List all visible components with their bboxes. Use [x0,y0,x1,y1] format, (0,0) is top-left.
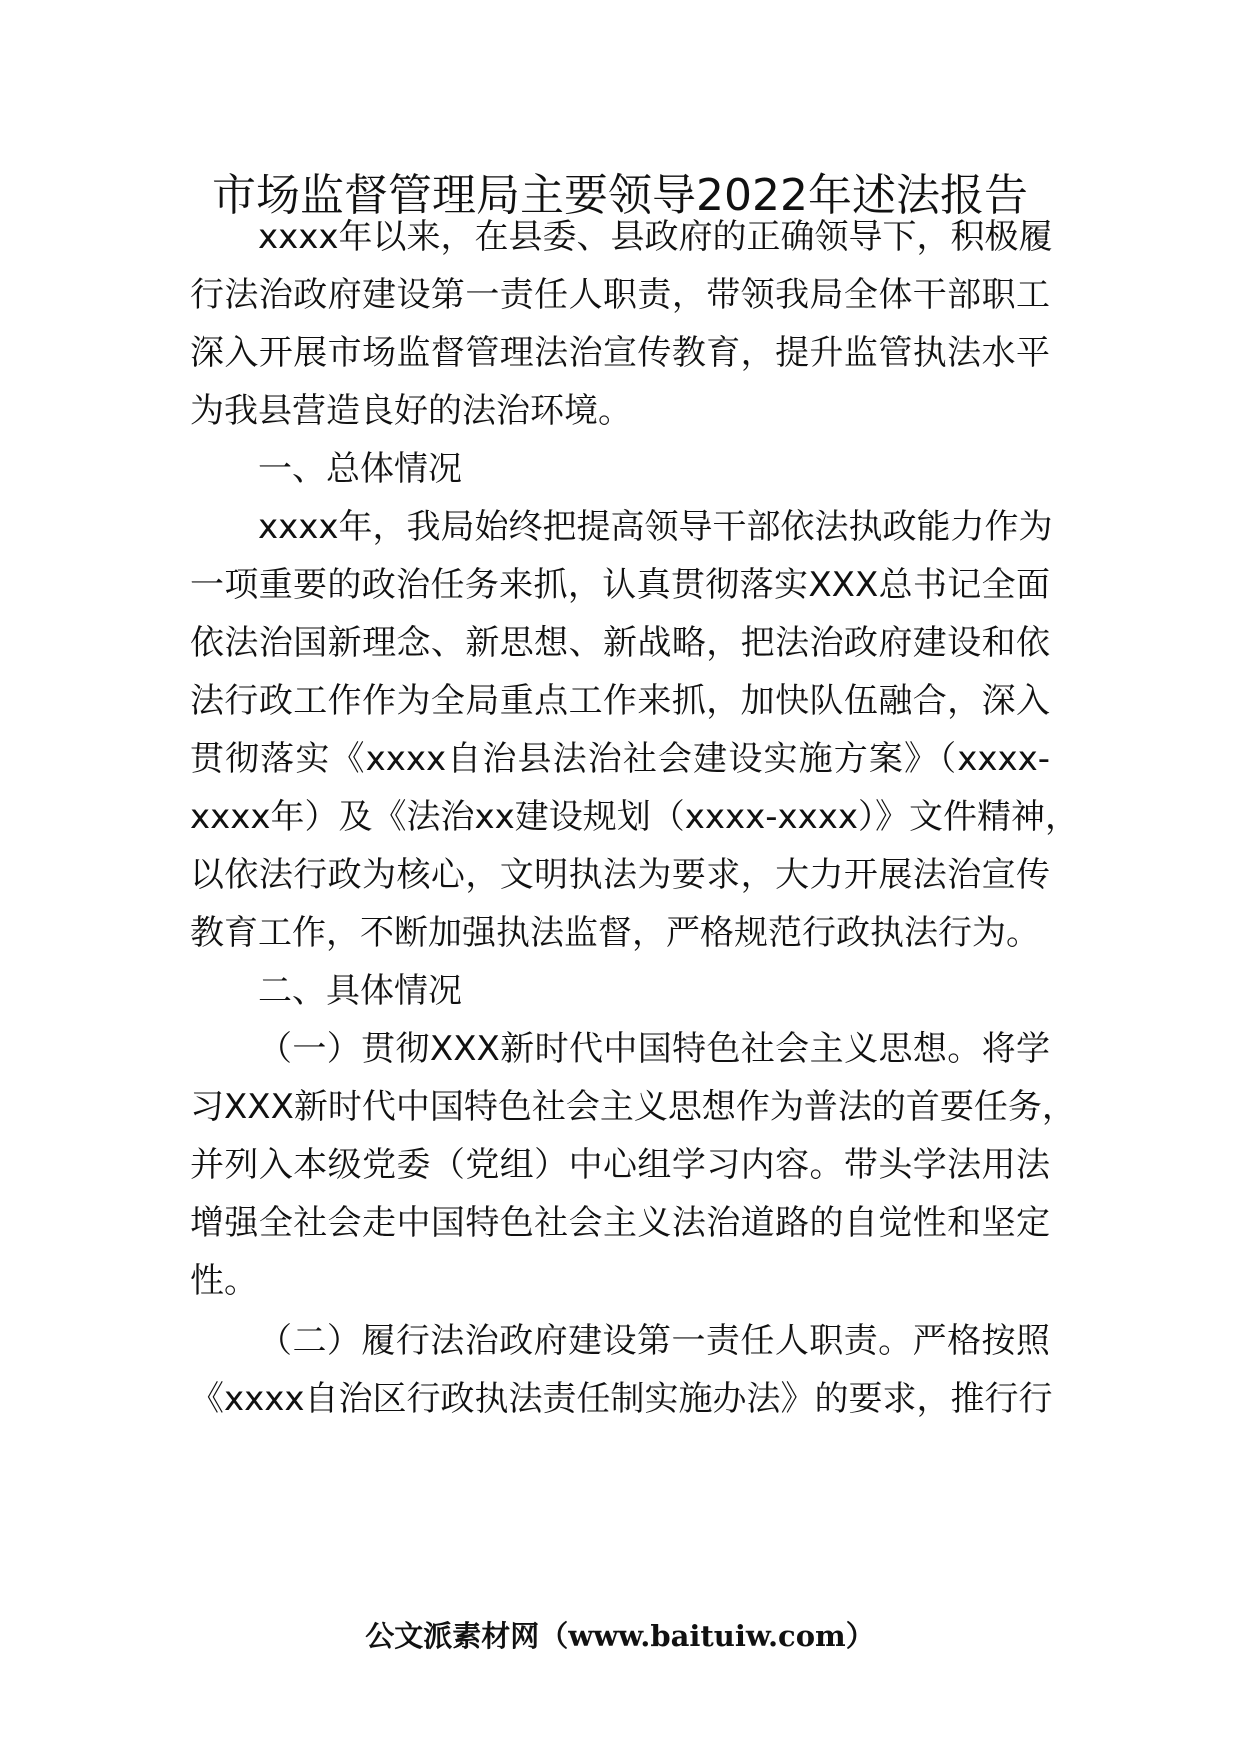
paragraph-line: 并列入本级党委（党组）中心组学习内容。带头学法用法 [190,1145,1050,1185]
paragraph-line: （一）贯彻XXX新时代中国特色社会主义思想。将学 [258,1029,1050,1069]
paragraph-line: 习XXX新时代中国特色社会主义思想作为普法的首要任务， [190,1087,1076,1127]
paragraph-line: 依法治国新理念、新思想、新战略，把法治政府建设和依 [190,623,1050,663]
section-heading: 二、具体情况 [258,971,462,1011]
section-heading: 一、总体情况 [258,449,462,489]
paragraph-line: 法行政工作作为全局重点工作来抓，加快队伍融合，深入 [190,681,1050,721]
document-title: 市场监督管理局主要领导2022年述法报告 [212,170,1028,221]
watermark-footer: 公文派素材网（www.baituiw.com） [365,1619,875,1653]
paragraph-line: 行法治政府建设第一责任人职责，带领我局全体干部职工 [190,275,1050,315]
paragraph-line: xxxx年以来，在县委、县政府的正确领导下，积极履 [258,217,1053,257]
paragraph-line: 以依法行政为核心，文明执法为要求，大力开展法治宣传 [190,855,1050,895]
paragraph-line: 性。 [190,1261,258,1301]
paragraph-line: 教育工作，不断加强执法监督，严格规范行政执法行为。 [190,913,1040,953]
paragraph-line: xxxx年，我局始终把提高领导干部依法执政能力作为 [258,507,1053,547]
paragraph-line: 《xxxx自治区行政执法责任制实施办法》的要求，推行行 [190,1379,1053,1419]
paragraph-line: 一项重要的政治任务来抓，认真贯彻落实XXX总书记全面 [190,565,1050,605]
paragraph-line: 深入开展市场监督管理法治宣传教育，提升监管执法水平 [190,333,1050,373]
paragraph-line: 为我县营造良好的法治环境。 [190,391,632,431]
paragraph-line: xxxx年）及《法治xx建设规划（xxxx-xxxx）》文件精神， [190,797,1079,837]
paragraph-line: 增强全社会走中国特色社会主义法治道路的自觉性和坚定 [190,1203,1050,1243]
paragraph-line: （二）履行法治政府建设第一责任人职责。严格按照 [258,1321,1050,1361]
paragraph-line: 贯彻落实《xxxx自治县法治社会建设实施方案》（xxxx- [190,739,1050,779]
